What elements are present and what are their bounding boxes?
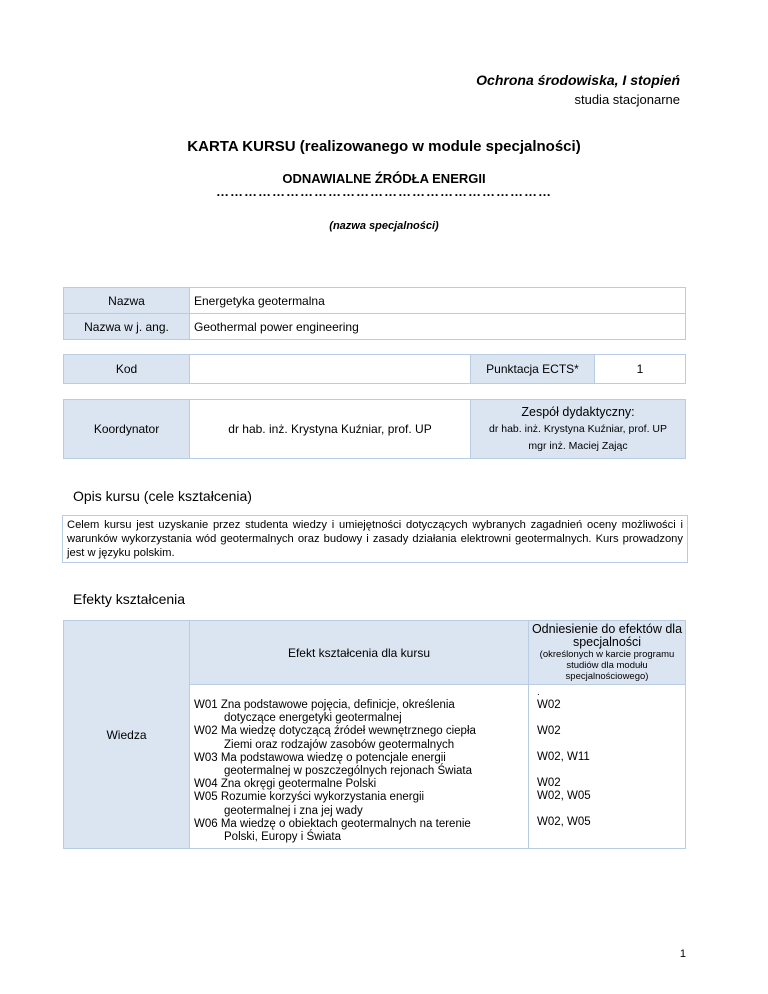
document-header-subtitle: studia stacjonarne xyxy=(574,92,680,107)
effects-col-effect: Efekt kształcenia dla kursu xyxy=(190,621,529,685)
team-cell xyxy=(471,400,686,459)
effects-category: Wiedza xyxy=(64,621,190,849)
code-ects-table xyxy=(63,354,686,384)
effect-item xyxy=(194,752,524,778)
effect-text-cont: geotermalnej w poszczególnych rejonach Świata xyxy=(224,765,473,778)
specialty-name: ODNAWIALNE ŹRÓDŁA ENERGII xyxy=(282,171,486,186)
effect-item xyxy=(194,699,524,725)
name-en-value: Geothermal power engineering xyxy=(190,314,686,340)
effect-text: W03 Ma podstawowa wiedzę o potencjale energii xyxy=(194,751,446,764)
page-number: 1 xyxy=(679,948,686,960)
coordinator-value: dr hab. inż. Krystyna Kuźniar, prof. UP xyxy=(190,400,471,459)
coordinator-table xyxy=(63,399,686,459)
effect-ref: W02, W05 xyxy=(537,790,591,802)
course-name-table xyxy=(63,287,686,340)
specialty-label: (nazwa specjalności) xyxy=(329,220,439,232)
effect-text: W02 Ma wiedzę dotyczącą źródeł wewnętrznego ciepła xyxy=(194,725,476,738)
code-label: Kod xyxy=(64,355,190,384)
card-title: KARTA KURSU (realizowanego w module specjalności) xyxy=(187,138,581,155)
effect-text: W05 Rozumie korzyści wykorzystania energii xyxy=(194,791,425,804)
effect-ref: W02 xyxy=(537,699,561,711)
ects-value: 1 xyxy=(595,355,686,384)
name-label: Nazwa xyxy=(64,288,190,314)
ects-label: Punktacja ECTS* xyxy=(471,355,595,384)
effects-col-ref-title: Odniesienie do efektów dla specjalności xyxy=(531,622,683,649)
description-heading: Opis kursu (cele kształcenia) xyxy=(73,488,252,504)
team-member: dr hab. inż. Krystyna Kuźniar, prof. UP xyxy=(489,422,667,435)
effect-text: W01 Zna podstawowe pojęcia, definicje, określenia xyxy=(194,699,455,711)
team-member: mgr inż. Maciej Zając xyxy=(528,439,628,452)
effect-item xyxy=(194,818,524,844)
effects-heading: Efekty kształcenia xyxy=(73,591,186,607)
code-value xyxy=(190,355,471,384)
effects-col-ref-note: (określonych w karcie programu studiów dla modułu specjalnościowego) xyxy=(539,649,675,682)
team-label: Zespół dydaktyczny: xyxy=(521,404,635,419)
effect-text: W06 Ma wiedzę o obiektach geotermalnych na terenie xyxy=(194,817,471,830)
effect-ref: W02, W11 xyxy=(537,751,590,763)
effect-item xyxy=(194,725,524,751)
effect-ref: W02 xyxy=(537,777,561,789)
effect-item xyxy=(194,791,524,817)
effect-text-cont: Ziemi oraz rodzajów zasobów geotermalnych xyxy=(224,738,455,751)
description-text: Celem kursu jest uzyskanie przez studenta wiedzy i umiejętności dotyczących wybranych zagadnień oceny możliwości i warunków wykorzystania wód geotermalnych oraz budowy i zasady działania elektrowni geotermalnych. Kurs prowadzony jest w języku polskim. xyxy=(62,515,688,563)
effect-text-cont: geotermalnej i zna jej wady xyxy=(224,804,363,817)
effects-refs xyxy=(529,685,686,849)
effects-list xyxy=(190,685,529,849)
coordinator-label: Koordynator xyxy=(64,400,190,459)
effect-item xyxy=(194,778,524,791)
effects-table xyxy=(63,620,686,849)
name-en-label: Nazwa w j. ang. xyxy=(64,314,190,340)
effects-col-ref xyxy=(529,621,686,685)
document-header-title: Ochrona środowiska, I stopień xyxy=(476,72,680,88)
name-value: Energetyka geotermalna xyxy=(190,288,686,314)
effect-ref: W02, W05 xyxy=(537,816,591,828)
effect-text-cont: Polski, Europy i Świata xyxy=(224,831,341,844)
effect-text-cont: dotyczące energetyki geotermalnej xyxy=(224,712,402,725)
effect-ref: W02 xyxy=(537,725,561,737)
dotted-line: ……………………………………………………………… xyxy=(216,184,552,199)
ref-dot: . xyxy=(537,687,540,698)
effect-text: W04 Zna okręgi geotermalne Polski xyxy=(194,778,377,791)
